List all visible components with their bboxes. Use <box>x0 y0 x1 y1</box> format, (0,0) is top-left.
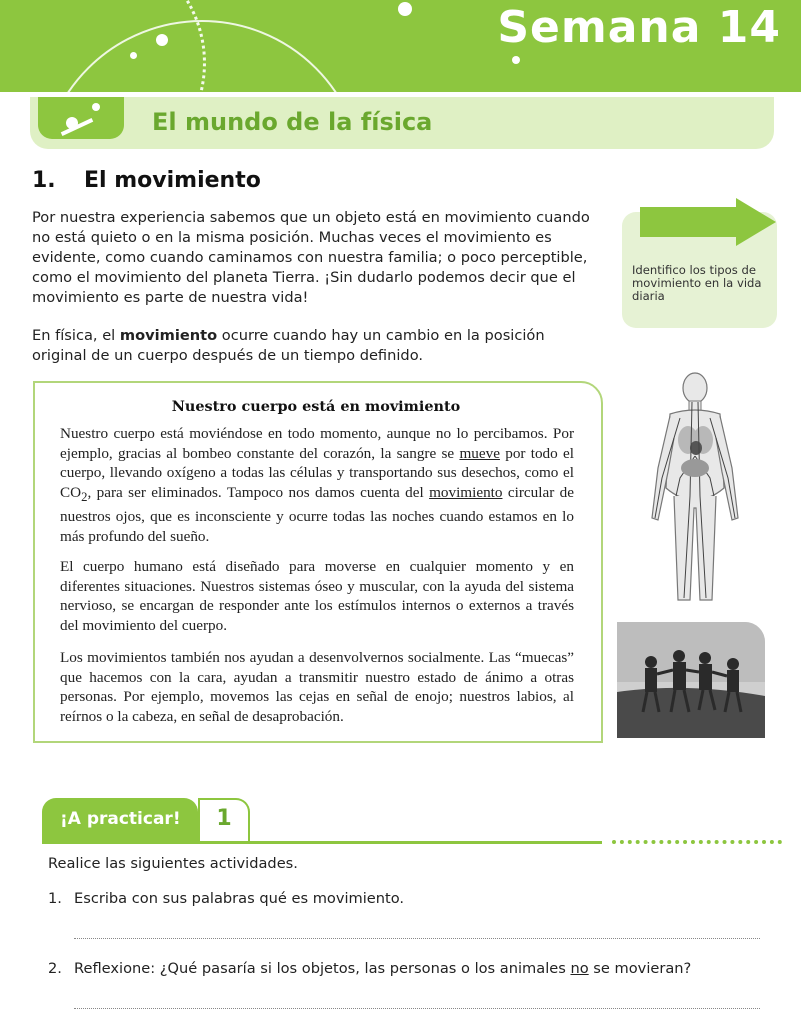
practice-number: 1 <box>216 806 232 831</box>
practice-label: ¡A practicar! <box>60 809 181 829</box>
arrow-right-icon <box>640 207 738 237</box>
underlined-word: mueve <box>459 444 500 462</box>
reading-paragraph <box>60 424 574 547</box>
objective-text: Identifico los tipos de movimiento en la vida diaria <box>632 263 762 303</box>
week-banner <box>0 0 801 92</box>
question-number: 2. <box>48 960 62 977</box>
answer-line-1[interactable] <box>74 938 760 939</box>
definition-text: ocurre cuando hay un cambio en la posición original de un cuerpo después de un tiempo definido. <box>32 327 545 364</box>
section-heading <box>32 168 261 193</box>
practice-dotted-divider <box>612 840 782 844</box>
question-1 <box>48 890 404 907</box>
reading-paragraph: El cuerpo humano está diseñado para moverse en cualquier momento y en diferentes situaciones. Nuestros sistemas óseo y muscular, con la ayuda del sistema nervioso, se encargan de responder ante los estímulos internos o externos a través del movimiento del cuerpo. <box>60 558 574 634</box>
reading-text: , para ser eliminados. Tampoco nos damos cuenta del <box>87 483 430 501</box>
children-playing-photo <box>617 622 765 738</box>
topic-title: El mundo de la física <box>152 108 433 136</box>
question-2 <box>48 960 691 977</box>
definition-keyword: movimiento <box>119 327 218 344</box>
definition-text: En física, el <box>32 327 120 344</box>
subscript: 2 <box>81 489 88 504</box>
banner-decoration-dot <box>130 52 137 59</box>
reading-paragraph: Los movimientos también nos ayudan a desenvolvernos socialmente. Las “muecas” que hacemos con la cara, ayudan a transmitir nuestro estado de ánimo a otras personas. Por ejemplo, movemos las cejas en señal de enojo; nuestros labios, al reírnos o la cabeza, en señal de desaprobación. <box>60 649 574 725</box>
reading-title: Nuestro cuerpo está en movimiento <box>171 398 461 415</box>
intro-paragraph: Por nuestra experiencia sabemos que un objeto está en movimiento cuando no está quieto o en la misma posición. Muchas veces el movimiento es evidente, como cuando caminamos con nuestra familia; o poco perceptible, como el movimiento del planeta Tierra. ¡Sin dudarlo podemos decir que el movimiento es parte de nuestra vida! <box>32 209 590 306</box>
practice-divider <box>42 841 602 844</box>
question-text: Escriba con sus palabras qué es movimiento. <box>74 890 405 907</box>
banner-decoration-dot <box>512 56 520 64</box>
human-body-illustration <box>640 368 750 608</box>
week-title: Semana 14 <box>497 2 781 53</box>
answer-line-2[interactable] <box>74 1008 760 1009</box>
question-text: se movieran? <box>588 960 692 977</box>
arrow-right-icon-head <box>736 198 776 246</box>
banner-decoration-dot <box>398 2 412 16</box>
section-number: 1. <box>32 168 56 193</box>
underlined-word: movimiento <box>429 483 503 501</box>
practice-instruction: Realice las siguientes actividades. <box>48 855 298 872</box>
banner-decoration-dot <box>156 34 168 46</box>
reading-text: circular de nuestros ojos, que es inconsciente y ocurre todas las noches cuando estamos en lo más profundo del sueño. <box>60 483 574 545</box>
definition-paragraph <box>32 326 602 366</box>
reading-text: por todo el cuerpo, llevando oxígeno a todas las células y transportando sus desechos, como el CO <box>60 444 574 501</box>
section-title: El movimiento <box>84 168 261 193</box>
banner-decoration-dotted-arc <box>0 0 206 92</box>
reading-text: Nuestro cuerpo está moviéndose en todo momento, aunque no lo percibamos. Por ejemplo, gracias al bombeo constante del corazón, la sangre se <box>60 425 574 462</box>
underlined-word: no <box>570 960 589 977</box>
question-text: Reflexione: ¿Qué pasaría si los objetos, las personas o los animales <box>74 960 571 977</box>
question-number: 1. <box>48 890 62 907</box>
ball-ramp-icon <box>38 97 124 139</box>
